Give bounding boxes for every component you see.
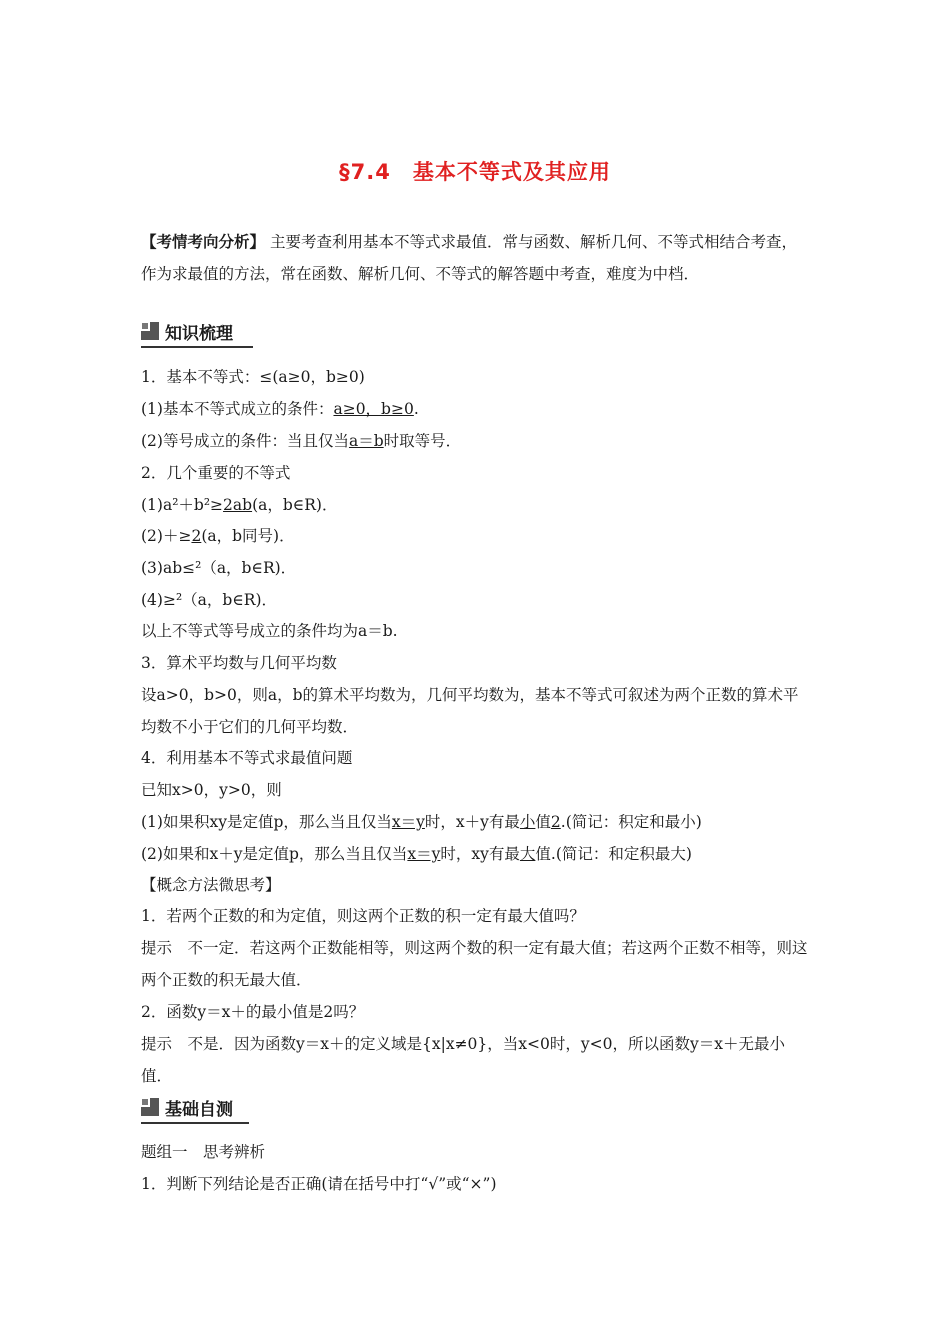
item-4: 4．利用基本不等式求最值问题	[141, 749, 353, 767]
answer-blank: a＝b	[348, 432, 384, 450]
item-4-given: 已知x>0，y>0，则	[141, 781, 282, 799]
item-2-2: (2)＋≥2(a，b同号)．	[141, 527, 295, 545]
item-4-2: (2)如果和x＋y是定值p，那么当且仅当x＝y时，xy有最大值.(简记：和定积最大)	[141, 845, 692, 863]
concept-q1: 1．若两个正数的和为定值，则这两个正数的积一定有最大值吗？	[141, 907, 585, 925]
section-selftest-title: 基础自测	[165, 1099, 233, 1120]
item-2: 2．几个重要的不等式	[141, 464, 291, 482]
question-1: 1．判断下列结论是否正确(请在括号中打“√”或“×”)	[141, 1175, 497, 1193]
item-4-1: (1)如果积xy是定值p，那么当且仅当x＝y时，x＋y有最小值2.(简记：积定和最小)	[141, 813, 702, 831]
section-knowledge-header	[141, 317, 253, 345]
item-3-text: 设a>0，b>0，则a，b的算术平均数为，几何平均数为，基本不等式可叙述为两个正数的算术平均数不小于它们的几何平均数．	[141, 686, 799, 736]
item-2-4: (4)≥²（a，b∈R)．	[141, 591, 278, 609]
answer-blank: 小	[519, 813, 536, 831]
answer-blank: x＝y	[407, 845, 441, 863]
item-2-3: (3)ab≤²（a，b∈R)．	[141, 559, 297, 577]
answer-blank: 2ab	[223, 496, 253, 514]
item-1: 1．基本不等式：≤(a≥0，b≥0)	[141, 368, 365, 386]
answer-blank: a≥0，b≥0	[333, 400, 414, 418]
section-knowledge-title: 知识梳理	[165, 323, 233, 344]
answer-blank: 大	[519, 845, 536, 863]
item-3: 3．算术平均数与几何平均数	[141, 654, 337, 672]
intro-text: 主要考查利用基本不等式求最值．常与函数、解析几何、不等式相结合考查，作为求最值的方法，常在函数、解析几何、不等式的解答题中考查，难度为中档．	[141, 233, 797, 283]
section-square-icon	[141, 1098, 159, 1116]
section-square-icon	[141, 322, 159, 340]
concept-header: 【概念方法微思考】	[141, 876, 281, 894]
answer-blank: 2	[191, 527, 202, 545]
group-1-title: 题组一 思考辨析	[141, 1143, 266, 1161]
concept-a1: 提示 不一定．若这两个正数能相等，则这两个数的积一定有最大值；若这两个正数不相等，则这两个正数的积无最大值．	[141, 939, 808, 989]
intro-paragraph	[141, 226, 811, 290]
item-1-1: (1)基本不等式成立的条件：a≥0，b≥0.	[141, 400, 419, 418]
intro-label: 【考情考向分析】	[141, 232, 266, 251]
answer-blank: 2	[550, 813, 561, 831]
concept-a2: 提示 不是．因为函数y＝x＋的定义域是{x|x≠0}，当x<0时，y<0，所以函数y＝x＋无最小值．	[141, 1035, 785, 1085]
concept-q2: 2．函数y＝x＋的最小值是2吗？	[141, 1003, 365, 1021]
section-selftest-header	[141, 1093, 249, 1121]
item-1-2: (2)等号成立的条件：当且仅当a＝b时取等号．	[141, 432, 462, 450]
answer-blank: x＝y	[391, 813, 425, 831]
item-2-note: 以上不等式等号成立的条件均为a＝b.	[141, 622, 398, 640]
item-2-1: (1)a²＋b²≥2ab(a，b∈R)．	[141, 496, 338, 514]
page-title: §7.4 基本不等式及其应用	[339, 160, 611, 184]
